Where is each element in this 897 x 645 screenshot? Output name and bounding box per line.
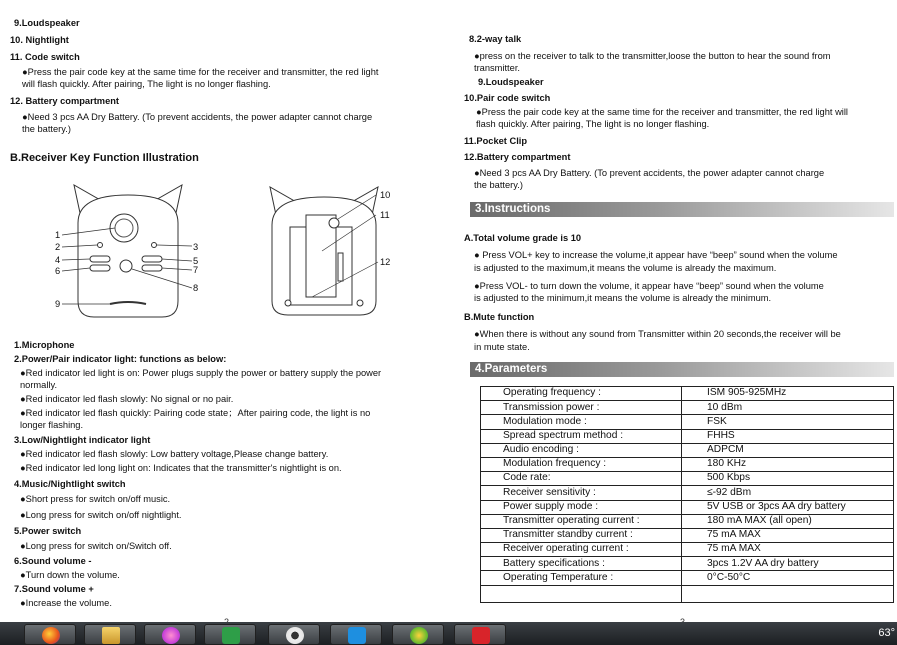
parameter-name: Audio encoding : (481, 443, 682, 457)
parameter-name: Transmitter standby current : (481, 528, 682, 542)
fn-6-line-1: ●Turn down the volume. (20, 570, 120, 580)
temperature-readout: 63° (878, 627, 895, 639)
parameters-table (480, 386, 894, 603)
label-6: 6 (55, 266, 61, 276)
parameter-value: FHHS (682, 429, 894, 443)
item-pocket-clip: 11.Pocket Clip (464, 136, 528, 146)
instr-vol-plus-1: ● Press VOL+ key to increase the volume,it appear have “beep” sound when the volume (474, 250, 838, 260)
parameter-name: Receiver operating current : (481, 543, 682, 557)
fn-4-line-2: ●Long press for switch on/off nightlight. (20, 510, 182, 520)
parameter-name: Modulation frequency : (481, 457, 682, 471)
label-12: 12 (380, 257, 391, 267)
parameter-row (481, 543, 894, 557)
parameter-value: 5V USB or 3pcs AA dry battery (682, 500, 894, 514)
parameter-row (481, 415, 894, 429)
fn-3-line-1: ●Red indicator led flash slowly: Low battery voltage,Please change battery. (20, 449, 329, 459)
parameter-value: 180 KHz (682, 457, 894, 471)
item-pair-code: 10.Pair code switch (464, 93, 551, 103)
item-loudspeaker-r: 9.Loudspeaker (478, 77, 544, 87)
label-11: 11 (380, 210, 390, 220)
taskbar (0, 622, 897, 645)
parameter-value: ISM 905-925MHz (682, 387, 894, 401)
charts-app-icon[interactable] (204, 624, 256, 645)
label-10: 10 (380, 190, 391, 200)
parameter-row (481, 486, 894, 500)
left-manual-page (0, 0, 450, 622)
instr-mute-2: in mute state. (474, 342, 530, 352)
instr-mute-1: ●When there is without any sound from Transmitter within 20 seconds,the receiver will be (474, 329, 841, 339)
label-4: 4 (55, 255, 61, 265)
battery-r-text-2: the battery.) (474, 180, 523, 190)
fn-3-line-2: ●Red indicator led long light on: Indicates that the transmitter's nightlight is on. (20, 463, 342, 473)
parameter-name: Operating Temperature : (481, 571, 682, 585)
parameter-row (481, 472, 894, 486)
fn-2-line-5: longer flashing. (20, 420, 84, 430)
parameter-value: 75 mA MAX (682, 528, 894, 542)
instr-vol-minus-2: is adjusted to the minimum,it means the volume is already the minimum. (474, 293, 772, 303)
parameter-row (481, 387, 894, 401)
fn-4-title: 4.Music/Nightlight switch (14, 479, 126, 489)
parameter-value: FSK (682, 415, 894, 429)
label-9: 9 (55, 299, 61, 309)
fn-5-line-1: ●Long press for switch on/Switch off. (20, 541, 172, 551)
parameter-row (481, 500, 894, 514)
item-2way-talk: 8.2-way talk (469, 34, 522, 44)
fn-2-line-4: ●Red indicator led flash quickly: Pairing code state；After pairing code, the light is no (20, 408, 371, 418)
parameter-value: 10 dBm (682, 401, 894, 415)
label-1: 1 (55, 230, 61, 240)
parameter-row (481, 571, 894, 585)
parameter-row (481, 429, 894, 443)
battery-text-2: the battery.) (22, 124, 71, 134)
parameter-value: ≤-92 dBm (682, 486, 894, 500)
fn-7-line-1: ●Increase the volume. (20, 598, 112, 608)
instr-vol-plus-2: is adjusted to the maximum,it means the volume is already the maximum. (474, 263, 777, 273)
heading-receiver-keys: B.Receiver Key Function Illustration (10, 152, 199, 164)
parameter-name: Transmitter operating current : (481, 514, 682, 528)
receiver-back-diagram (264, 185, 394, 320)
parameter-value: 75 mA MAX (682, 543, 894, 557)
section-parameters-heading: 4.Parameters (470, 362, 894, 377)
parameter-row (481, 528, 894, 542)
battery-r-text-1: ●Need 3 pcs AA Dry Battery. (To prevent accidents, the power adapter cannot charge (474, 168, 825, 178)
fn-2-title: 2.Power/Pair indicator light: functions as below: (14, 354, 227, 364)
fn-7-title: 7.Sound volume + (14, 584, 94, 594)
parameter-name: Spread spectrum method : (481, 429, 682, 443)
code-switch-text-2: will flash quickly. After pairing, The light is no longer flashing. (22, 79, 271, 89)
item-battery-r: 12.Battery compartment (464, 152, 571, 162)
fn-2-line-1: ●Red indicator led light is on: Power plugs supply the power or battery supply the power (20, 368, 382, 378)
parameter-name: Operating frequency : (481, 387, 682, 401)
label-7: 7 (193, 265, 199, 275)
pair-code-text-1: ●Press the pair code key at the same time for the receiver and transmitter, the red light will (476, 107, 848, 117)
label-5: 5 (193, 256, 199, 266)
media-icon[interactable] (144, 624, 196, 645)
fn-3-title: 3.Low/Nightlight indicator light (14, 435, 151, 445)
instr-vol-minus-1: ●Press VOL- to turn down the volume, it appear have “beep” sound when the volume (474, 281, 824, 291)
firefox-icon[interactable] (24, 624, 76, 645)
parameter-value: 3pcs 1.2V AA dry battery (682, 557, 894, 571)
fn-1-title: 1.Microphone (14, 340, 75, 350)
fn-4-line-1: ●Short press for switch on/off music. (20, 494, 171, 504)
item-code-switch: 11. Code switch (10, 52, 80, 62)
label-2: 2 (55, 242, 61, 252)
parameter-row (481, 401, 894, 415)
talk-text-2: transmitter. (474, 63, 520, 73)
item-loudspeaker: 9.Loudspeaker (14, 18, 80, 28)
parameter-value: ADPCM (682, 443, 894, 457)
game-app-icon[interactable] (392, 624, 444, 645)
parameter-row (481, 557, 894, 571)
label-8: 8 (193, 283, 199, 293)
instr-mute-title: B.Mute function (464, 312, 535, 322)
parameter-name: Code rate: (481, 472, 682, 486)
parameter-name: Transmission power : (481, 401, 682, 415)
battery-text-1: ●Need 3 pcs AA Dry Battery. (To prevent accidents, the power adapter cannot charge (22, 112, 373, 122)
empty-cell (481, 585, 682, 602)
parameter-row-empty (481, 585, 894, 602)
camera-icon[interactable] (268, 624, 320, 645)
section-instructions-heading: 3.Instructions (470, 202, 894, 217)
fn-2-line-2: normally. (20, 380, 58, 390)
parameter-name: Modulation mode : (481, 415, 682, 429)
item-battery: 12. Battery compartment (10, 96, 120, 106)
instr-volume-title: A.Total volume grade is 10 (464, 233, 582, 243)
document-app-icon[interactable] (454, 624, 506, 645)
parameter-value: 500 Kbps (682, 472, 894, 486)
parameter-value: 0°C-50°C (682, 571, 894, 585)
right-manual-page (448, 0, 897, 622)
code-switch-text-1: ●Press the pair code key at the same time for the receiver and transmitter, the red light (22, 67, 379, 77)
label-3: 3 (193, 242, 199, 252)
parameter-name: Receiver sensitivity : (481, 486, 682, 500)
pair-code-text-2: flash quickly. After pairing, The light is no longer flashing. (476, 119, 710, 129)
fn-5-title: 5.Power switch (14, 526, 82, 536)
parameter-row (481, 514, 894, 528)
item-nightlight: 10. Nightlight (10, 35, 69, 45)
empty-cell (682, 585, 894, 602)
parameter-row (481, 443, 894, 457)
settings-app-icon[interactable] (330, 624, 382, 645)
file-explorer-icon[interactable] (84, 624, 136, 645)
talk-text-1: ●press on the receiver to talk to the transmitter,loose the button to hear the sound from (474, 51, 831, 61)
receiver-front-diagram (50, 183, 210, 323)
parameter-row (481, 457, 894, 471)
fn-6-title: 6.Sound volume - (14, 556, 92, 566)
parameter-name: Battery specifications : (481, 557, 682, 571)
parameter-value: 180 mA MAX (all open) (682, 514, 894, 528)
parameter-name: Power supply mode : (481, 500, 682, 514)
fn-2-line-3: ●Red indicator led flash slowly: No signal or no pair. (20, 394, 234, 404)
